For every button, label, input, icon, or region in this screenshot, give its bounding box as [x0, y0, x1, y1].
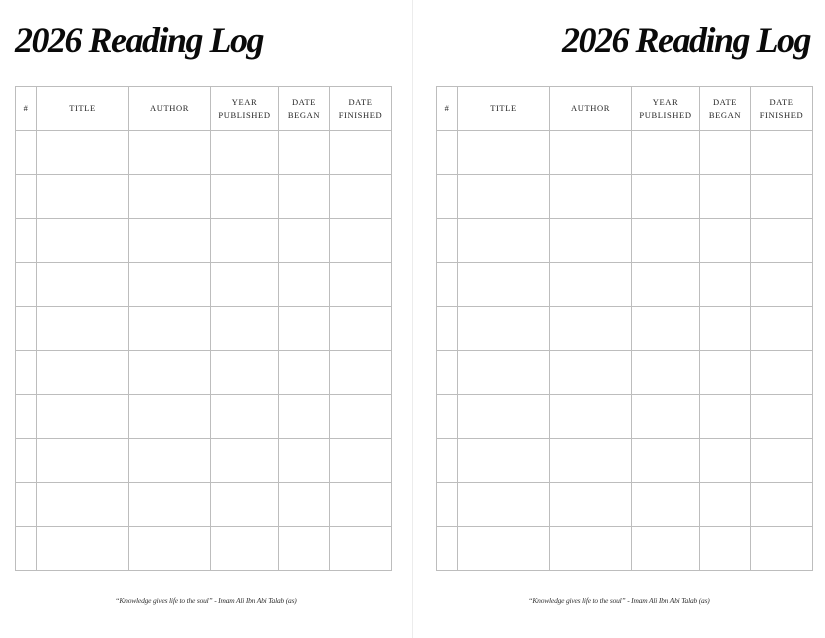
cell-year-published	[211, 219, 279, 263]
cell-date-began	[700, 131, 751, 175]
footer-quote: “Knowledge gives life to the soul” - Imam Ali Ibn Abi Talab (as)	[115, 596, 297, 605]
column-header-author: AUTHOR	[550, 87, 632, 131]
cell-year-published	[211, 351, 279, 395]
cell-number	[16, 439, 37, 483]
cell-author	[129, 527, 211, 571]
table-row	[16, 307, 392, 351]
cell-author	[550, 351, 632, 395]
cell-date-began	[700, 351, 751, 395]
table-row	[437, 351, 813, 395]
cell-number	[16, 483, 37, 527]
cell-author	[129, 219, 211, 263]
cell-number	[437, 483, 458, 527]
table-row	[16, 131, 392, 175]
table-row	[16, 263, 392, 307]
cell-date-began	[700, 263, 751, 307]
cell-number	[16, 307, 37, 351]
cell-date-began	[700, 439, 751, 483]
cell-author	[550, 483, 632, 527]
cell-title	[37, 439, 129, 483]
table-row	[16, 527, 392, 571]
column-header-number: #	[437, 87, 458, 131]
cell-date-began	[700, 307, 751, 351]
cell-year-published	[211, 131, 279, 175]
cell-title	[37, 219, 129, 263]
cell-date-began	[279, 219, 330, 263]
column-header-title: TITLE	[458, 87, 550, 131]
cell-year-published	[211, 527, 279, 571]
table-row	[437, 527, 813, 571]
cell-date-finished	[751, 131, 813, 175]
table-row	[437, 395, 813, 439]
cell-number	[437, 351, 458, 395]
cell-date-began	[700, 175, 751, 219]
cell-year-published	[211, 395, 279, 439]
table-row	[16, 219, 392, 263]
cell-date-finished	[330, 307, 392, 351]
cell-number	[437, 219, 458, 263]
column-header-date-finished: DATE FINISHED	[751, 87, 813, 131]
cell-title	[458, 351, 550, 395]
cell-date-finished	[751, 483, 813, 527]
cell-author	[550, 527, 632, 571]
cell-date-began	[279, 439, 330, 483]
table-header-row	[16, 87, 392, 131]
column-header-title: TITLE	[37, 87, 129, 131]
cell-year-published	[632, 483, 700, 527]
table-row	[437, 175, 813, 219]
cell-date-finished	[751, 395, 813, 439]
cell-number	[437, 307, 458, 351]
cell-date-finished	[751, 307, 813, 351]
cell-author	[550, 219, 632, 263]
cell-date-finished	[330, 439, 392, 483]
cell-date-began	[279, 483, 330, 527]
table-row	[16, 175, 392, 219]
cell-title	[458, 483, 550, 527]
cell-date-finished	[330, 527, 392, 571]
cell-title	[37, 263, 129, 307]
cell-date-began	[700, 527, 751, 571]
cell-date-finished	[330, 263, 392, 307]
cell-author	[550, 131, 632, 175]
cell-number	[437, 263, 458, 307]
cell-date-began	[279, 351, 330, 395]
cell-year-published	[632, 175, 700, 219]
cell-title	[458, 131, 550, 175]
cell-number	[16, 219, 37, 263]
column-header-year-published: YEAR PUBLISHED	[211, 87, 279, 131]
cell-author	[129, 307, 211, 351]
cell-date-finished	[330, 175, 392, 219]
cell-year-published	[632, 439, 700, 483]
column-header-year-published: YEAR PUBLISHED	[632, 87, 700, 131]
cell-year-published	[632, 395, 700, 439]
cell-year-published	[211, 307, 279, 351]
cell-title	[458, 175, 550, 219]
cell-title	[37, 527, 129, 571]
cell-author	[129, 351, 211, 395]
cell-date-finished	[751, 263, 813, 307]
cell-date-finished	[751, 351, 813, 395]
cell-author	[129, 439, 211, 483]
cell-date-finished	[330, 395, 392, 439]
column-header-date-began: DATE BEGAN	[700, 87, 751, 131]
cell-author	[550, 175, 632, 219]
cell-title	[37, 483, 129, 527]
cell-title	[37, 307, 129, 351]
cell-author	[129, 263, 211, 307]
cell-number	[16, 131, 37, 175]
page-title: 2026 Reading Log	[15, 20, 264, 60]
cell-title	[458, 219, 550, 263]
column-header-date-began: DATE BEGAN	[279, 87, 330, 131]
cell-number	[16, 351, 37, 395]
cell-title	[37, 131, 129, 175]
cell-year-published	[211, 175, 279, 219]
cell-title	[458, 263, 550, 307]
cell-date-began	[279, 175, 330, 219]
cell-author	[129, 395, 211, 439]
column-header-date-finished: DATE FINISHED	[330, 87, 392, 131]
cell-year-published	[211, 263, 279, 307]
cell-title	[37, 175, 129, 219]
cell-year-published	[632, 263, 700, 307]
cell-year-published	[632, 131, 700, 175]
cell-number	[16, 175, 37, 219]
cell-author	[129, 131, 211, 175]
table-row	[16, 483, 392, 527]
cell-date-began	[700, 483, 751, 527]
cell-date-began	[279, 527, 330, 571]
cell-date-finished	[330, 219, 392, 263]
cell-date-began	[700, 219, 751, 263]
left-page	[0, 0, 412, 638]
cell-title	[37, 351, 129, 395]
cell-number	[16, 395, 37, 439]
page-title: 2026 Reading Log	[561, 20, 810, 60]
cell-date-began	[700, 395, 751, 439]
cell-number	[16, 263, 37, 307]
cell-date-finished	[330, 351, 392, 395]
cell-title	[458, 527, 550, 571]
cell-title	[458, 439, 550, 483]
cell-year-published	[211, 483, 279, 527]
table-row	[437, 263, 813, 307]
cell-year-published	[211, 439, 279, 483]
table-row	[437, 483, 813, 527]
table-row	[16, 395, 392, 439]
reading-log-table	[436, 86, 813, 571]
cell-title	[458, 307, 550, 351]
cell-author	[550, 395, 632, 439]
cell-author	[550, 307, 632, 351]
cell-number	[437, 439, 458, 483]
cell-date-finished	[330, 131, 392, 175]
reading-log-table	[15, 86, 392, 571]
cell-number	[437, 527, 458, 571]
table-row	[437, 307, 813, 351]
column-header-author: AUTHOR	[129, 87, 211, 131]
table-row	[437, 219, 813, 263]
cell-number	[16, 527, 37, 571]
table-row	[437, 439, 813, 483]
cell-number	[437, 175, 458, 219]
cell-date-began	[279, 395, 330, 439]
cell-number	[437, 131, 458, 175]
cell-date-finished	[330, 483, 392, 527]
table-row	[16, 351, 392, 395]
cell-author	[550, 439, 632, 483]
cell-year-published	[632, 351, 700, 395]
cell-date-began	[279, 263, 330, 307]
cell-author	[129, 483, 211, 527]
table-row	[437, 131, 813, 175]
cell-author	[129, 175, 211, 219]
cell-year-published	[632, 307, 700, 351]
cell-year-published	[632, 219, 700, 263]
table-row	[16, 439, 392, 483]
cell-number	[437, 395, 458, 439]
cell-date-finished	[751, 527, 813, 571]
cell-date-finished	[751, 439, 813, 483]
table-header-row	[437, 87, 813, 131]
cell-year-published	[632, 527, 700, 571]
right-page	[413, 0, 825, 638]
cell-author	[550, 263, 632, 307]
cell-date-finished	[751, 219, 813, 263]
cell-date-began	[279, 307, 330, 351]
cell-title	[37, 395, 129, 439]
cell-title	[458, 395, 550, 439]
footer-quote: “Knowledge gives life to the soul” - Imam Ali Ibn Abi Talab (as)	[528, 596, 710, 605]
cell-date-began	[279, 131, 330, 175]
cell-date-finished	[751, 175, 813, 219]
column-header-number: #	[16, 87, 37, 131]
